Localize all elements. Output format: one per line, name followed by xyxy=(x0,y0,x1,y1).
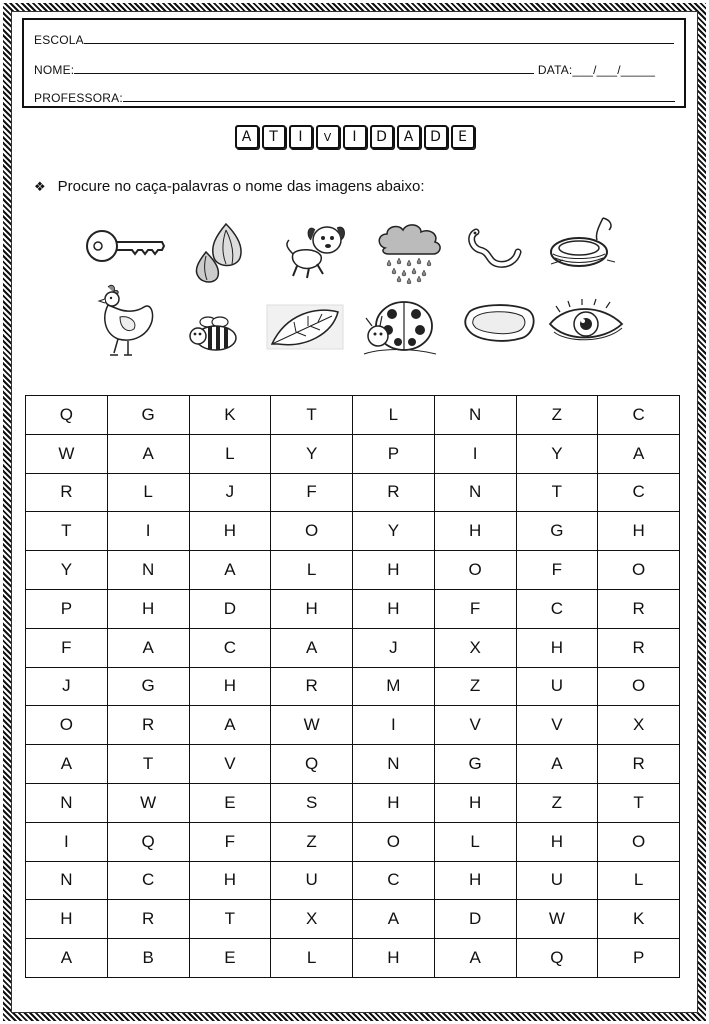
title-letter: E xyxy=(451,125,475,149)
grid-cell[interactable]: T xyxy=(189,900,271,939)
grid-cell[interactable]: H xyxy=(189,861,271,900)
grid-cell[interactable]: M xyxy=(353,667,435,706)
diamond-bullet-icon: ❖ xyxy=(34,179,46,194)
grid-cell[interactable]: N xyxy=(353,745,435,784)
grid-cell[interactable]: W xyxy=(26,434,108,473)
title-letter: T xyxy=(262,125,286,149)
grid-cell[interactable]: D xyxy=(189,589,271,628)
grid-cell[interactable]: I xyxy=(107,512,189,551)
grid-cell[interactable]: O xyxy=(353,822,435,861)
grid-cell[interactable]: J xyxy=(353,628,435,667)
grid-cell[interactable]: H xyxy=(26,900,108,939)
grid-cell[interactable]: L xyxy=(598,861,680,900)
grid-cell[interactable]: H xyxy=(271,589,353,628)
grid-cell[interactable]: U xyxy=(516,861,598,900)
grid-cell[interactable]: G xyxy=(434,745,516,784)
grid-cell[interactable]: A xyxy=(353,900,435,939)
grid-cell[interactable]: F xyxy=(26,628,108,667)
grid-cell[interactable]: R xyxy=(271,667,353,706)
grid-cell[interactable]: C xyxy=(107,861,189,900)
grid-cell[interactable]: T xyxy=(107,745,189,784)
grid-cell[interactable]: D xyxy=(434,900,516,939)
grid-cell[interactable]: R xyxy=(598,589,680,628)
title-letter: V xyxy=(316,125,340,149)
grid-cell[interactable]: W xyxy=(516,900,598,939)
grid-cell[interactable]: Z xyxy=(271,822,353,861)
grid-cell[interactable]: H xyxy=(434,512,516,551)
grid-cell[interactable]: X xyxy=(271,900,353,939)
grid-cell[interactable]: B xyxy=(107,939,189,978)
instruction xyxy=(34,178,425,195)
grid-cell[interactable]: T xyxy=(516,473,598,512)
grid-cell[interactable]: Y xyxy=(353,512,435,551)
grid-cell[interactable]: A xyxy=(107,628,189,667)
rain-cloud-icon xyxy=(375,222,447,284)
grid-cell[interactable]: U xyxy=(516,667,598,706)
grid-cell[interactable]: H xyxy=(353,551,435,590)
grid-cell[interactable]: R xyxy=(107,706,189,745)
grid-cell[interactable]: X xyxy=(598,706,680,745)
grid-row xyxy=(26,589,680,628)
grid-cell[interactable]: H xyxy=(353,783,435,822)
grid-row xyxy=(26,396,680,435)
grid-cell[interactable]: O xyxy=(434,551,516,590)
grid-cell[interactable]: H xyxy=(189,667,271,706)
grid-cell[interactable]: L xyxy=(434,822,516,861)
grid-cell[interactable]: G xyxy=(107,667,189,706)
grid-row xyxy=(26,706,680,745)
grid-cell[interactable]: A xyxy=(26,745,108,784)
grid-cell[interactable]: E xyxy=(189,783,271,822)
grid-cell[interactable]: O xyxy=(598,667,680,706)
grid-cell[interactable]: E xyxy=(189,939,271,978)
leaf-icon xyxy=(266,304,344,350)
grid-cell[interactable]: C xyxy=(598,396,680,435)
grid-cell[interactable]: H xyxy=(107,589,189,628)
grid-cell[interactable]: K xyxy=(189,396,271,435)
grid-cell[interactable]: T xyxy=(271,396,353,435)
grid-cell[interactable]: Q xyxy=(26,396,108,435)
grid-cell[interactable]: H xyxy=(516,628,598,667)
grid-cell[interactable]: V xyxy=(516,706,598,745)
grid-row xyxy=(26,473,680,512)
grid-cell[interactable]: G xyxy=(516,512,598,551)
grid-cell[interactable]: A xyxy=(189,551,271,590)
grid-cell[interactable]: I xyxy=(353,706,435,745)
header-box xyxy=(22,18,686,108)
school-label: ESCOLA xyxy=(34,33,84,47)
grid-cell[interactable]: C xyxy=(189,628,271,667)
grid-cell[interactable]: L xyxy=(271,551,353,590)
grid-cell[interactable]: H xyxy=(353,939,435,978)
grid-cell[interactable]: L xyxy=(271,939,353,978)
grid-cell[interactable]: H xyxy=(189,512,271,551)
grid-cell[interactable]: H xyxy=(353,589,435,628)
title-letter: I xyxy=(289,125,313,149)
date-label: DATA: xyxy=(537,63,573,77)
grid-cell[interactable]: A xyxy=(26,939,108,978)
grid-cell[interactable]: J xyxy=(26,667,108,706)
grid-row xyxy=(26,822,680,861)
grid-cell[interactable]: U xyxy=(271,861,353,900)
eye-icon xyxy=(546,298,628,348)
name-label: NOME: xyxy=(34,63,75,77)
grid-cell[interactable]: K xyxy=(598,900,680,939)
grid-cell[interactable]: Q xyxy=(271,745,353,784)
date-blank: ___/___/_____ xyxy=(572,63,656,77)
grid-cell[interactable]: A xyxy=(598,434,680,473)
garlic-icon xyxy=(190,218,250,286)
grid-row xyxy=(26,939,680,978)
grid-cell[interactable]: L xyxy=(189,434,271,473)
school-field[interactable] xyxy=(34,32,674,47)
grid-cell[interactable]: H xyxy=(516,822,598,861)
grid-row xyxy=(26,551,680,590)
name-field[interactable] xyxy=(34,62,655,77)
grid-cell[interactable]: H xyxy=(434,783,516,822)
nest-icon xyxy=(545,214,621,276)
bee-icon xyxy=(186,314,240,354)
activity-title xyxy=(0,125,709,149)
grid-cell[interactable]: I xyxy=(26,822,108,861)
grid-cell[interactable]: Y xyxy=(26,551,108,590)
grid-cell[interactable]: Q xyxy=(107,822,189,861)
grid-row xyxy=(26,628,680,667)
grid-cell[interactable]: G xyxy=(107,396,189,435)
grid-cell[interactable]: F xyxy=(189,822,271,861)
sandal-icon xyxy=(462,300,538,346)
grid-cell[interactable]: C xyxy=(598,473,680,512)
grid-cell[interactable]: P xyxy=(353,434,435,473)
grid-row xyxy=(26,900,680,939)
grid-cell[interactable]: R xyxy=(598,628,680,667)
grid-cell[interactable]: N xyxy=(434,473,516,512)
title-letter: D xyxy=(370,125,394,149)
grid-cell[interactable]: T xyxy=(26,512,108,551)
grid-cell[interactable]: J xyxy=(189,473,271,512)
grid-cell[interactable]: N xyxy=(107,551,189,590)
title-letter: I xyxy=(343,125,367,149)
grid-cell[interactable]: R xyxy=(353,473,435,512)
teacher-label: PROFESSORA: xyxy=(34,91,123,105)
grid-cell[interactable]: A xyxy=(271,628,353,667)
grid-cell[interactable]: V xyxy=(434,706,516,745)
dog-icon xyxy=(283,220,349,280)
teacher-field[interactable] xyxy=(34,90,675,105)
grid-cell[interactable]: X xyxy=(434,628,516,667)
grid-cell[interactable]: Z xyxy=(516,783,598,822)
grid-cell[interactable]: I xyxy=(434,434,516,473)
grid-cell[interactable]: O xyxy=(271,512,353,551)
grid-cell[interactable]: W xyxy=(271,706,353,745)
grid-row xyxy=(26,667,680,706)
title-letter: A xyxy=(397,125,421,149)
grid-cell[interactable]: A xyxy=(434,939,516,978)
grid-cell[interactable]: Z xyxy=(434,667,516,706)
key-icon xyxy=(84,226,166,266)
grid-cell[interactable]: C xyxy=(516,589,598,628)
title-letter: D xyxy=(424,125,448,149)
grid-cell[interactable]: W xyxy=(107,783,189,822)
grid-cell[interactable]: S xyxy=(271,783,353,822)
grid-row xyxy=(26,434,680,473)
grid-cell[interactable]: Y xyxy=(271,434,353,473)
grid-cell[interactable]: F xyxy=(516,551,598,590)
grid-cell[interactable]: H xyxy=(434,861,516,900)
grid-cell[interactable]: R xyxy=(598,745,680,784)
grid-cell[interactable]: R xyxy=(26,473,108,512)
grid-cell[interactable]: A xyxy=(189,706,271,745)
grid-cell[interactable]: C xyxy=(353,861,435,900)
hen-icon xyxy=(94,283,156,359)
grid-cell[interactable]: N xyxy=(434,396,516,435)
instruction-text: Procure no caça-palavras o nome das imagens abaixo: xyxy=(57,178,425,195)
grid-cell[interactable]: O xyxy=(598,551,680,590)
grid-row xyxy=(26,783,680,822)
grid-cell[interactable]: A xyxy=(107,434,189,473)
grid-cell[interactable]: P xyxy=(26,589,108,628)
word-search-grid xyxy=(25,395,680,978)
ladybug-icon xyxy=(362,296,438,360)
grid-cell[interactable]: O xyxy=(26,706,108,745)
worm-icon xyxy=(466,222,522,272)
grid-row xyxy=(26,512,680,551)
grid-cell[interactable]: N xyxy=(26,861,108,900)
grid-cell[interactable]: O xyxy=(598,822,680,861)
grid-cell[interactable]: T xyxy=(598,783,680,822)
grid-cell[interactable]: Z xyxy=(516,396,598,435)
grid-row xyxy=(26,861,680,900)
grid-cell[interactable]: H xyxy=(598,512,680,551)
grid-cell[interactable]: L xyxy=(107,473,189,512)
grid-cell[interactable]: P xyxy=(598,939,680,978)
grid-cell[interactable]: A xyxy=(516,745,598,784)
title-letter: A xyxy=(235,125,259,149)
grid-cell[interactable]: Y xyxy=(516,434,598,473)
grid-cell[interactable]: R xyxy=(107,900,189,939)
grid-cell[interactable]: V xyxy=(189,745,271,784)
grid-cell[interactable]: N xyxy=(26,783,108,822)
grid-cell[interactable]: F xyxy=(271,473,353,512)
grid-row xyxy=(26,745,680,784)
grid-cell[interactable]: F xyxy=(434,589,516,628)
grid-cell[interactable]: Q xyxy=(516,939,598,978)
grid-cell[interactable]: L xyxy=(353,396,435,435)
